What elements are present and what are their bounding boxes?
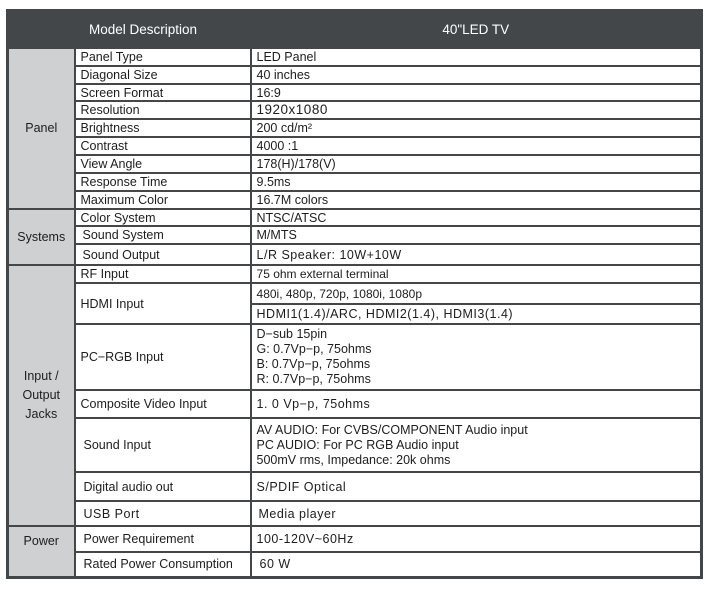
spec-value: 16.7M colors — [251, 191, 702, 209]
group-power: Power — [8, 526, 75, 577]
spec-value — [251, 324, 702, 390]
table-row — [8, 526, 702, 552]
spec-value-line: D−sub 15pin — [256, 327, 328, 341]
spec-value: 40 inches — [251, 66, 702, 84]
spec-label: RF Input — [75, 265, 251, 283]
spec-value: 100-120V~60Hz — [251, 526, 702, 552]
group-io-line: Output — [22, 388, 61, 402]
spec-value-line: G: 0.7Vp−p, 75ohms — [256, 342, 372, 356]
header-model-description: Model Description — [8, 11, 251, 49]
spec-value: 1. 0 Vp−p, 75ohms — [251, 390, 702, 418]
table-row — [8, 48, 702, 66]
spec-label: Composite Video Input — [75, 390, 251, 418]
spec-label: Digital audio out — [75, 472, 251, 501]
spec-value: Media player — [251, 501, 702, 526]
spec-label: USB Port — [75, 501, 251, 526]
spec-label: Response Time — [75, 173, 251, 191]
spec-value: LED Panel — [251, 48, 702, 66]
table-row — [8, 265, 702, 283]
spec-value: 480i, 480p, 720p, 1080i, 1080p — [251, 283, 702, 304]
table-row — [8, 209, 702, 226]
spec-value: M/MTS — [251, 226, 702, 244]
spec-label: Brightness — [75, 119, 251, 137]
table-row — [8, 501, 702, 526]
spec-value-line: PC AUDIO: For PC RGB Audio input — [256, 437, 459, 452]
spec-value: 60 W — [251, 552, 702, 577]
spec-label: Sound Input — [75, 418, 251, 472]
spec-value: 75 ohm external terminal — [251, 265, 702, 283]
spec-value — [251, 418, 702, 472]
spec-label: PC−RGB Input — [75, 324, 251, 390]
table-row — [8, 472, 702, 501]
table-row — [8, 137, 702, 155]
table-row — [8, 283, 702, 304]
spec-label: Sound System — [75, 226, 251, 244]
spec-value-line: B: 0.7Vp−p, 75ohms — [256, 357, 371, 371]
table-row — [8, 84, 702, 101]
spec-label: Resolution — [75, 101, 251, 119]
table-row — [8, 191, 702, 209]
spec-value-line: AV AUDIO: For CVBS/COMPONENT Audio input — [256, 422, 528, 437]
group-panel: Panel — [8, 48, 75, 209]
spec-label: Diagonal Size — [75, 66, 251, 84]
group-io-line: Input / — [23, 369, 59, 383]
spec-value: 200 cd/m² — [251, 119, 702, 137]
table-row — [8, 119, 702, 137]
group-io-line: Jacks — [25, 407, 58, 421]
table-row — [8, 66, 702, 84]
spec-value: 178(H)/178(V) — [251, 155, 702, 173]
table-row — [8, 552, 702, 577]
spec-label: Color System — [75, 209, 251, 226]
table-row — [8, 390, 702, 418]
spec-label: Sound Output — [75, 244, 251, 265]
spec-label: Rated Power Consumption — [75, 552, 251, 577]
spec-value: 4000 :1 — [251, 137, 702, 155]
spec-value: HDMI1(1.4)/ARC, HDMI2(1.4), HDMI3(1.4) — [251, 304, 702, 324]
table-row — [8, 418, 702, 472]
table-row — [8, 324, 702, 390]
table-row — [8, 226, 702, 244]
table-row — [8, 244, 702, 265]
spec-value: NTSC/ATSC — [251, 209, 702, 226]
spec-label: Contrast — [75, 137, 251, 155]
spec-label: Maximum Color — [75, 191, 251, 209]
spec-value-line: R: 0.7Vp−p, 75ohms — [256, 372, 371, 386]
spec-label: HDMI Input — [75, 283, 251, 324]
spec-label: Panel Type — [75, 48, 251, 66]
table-row — [8, 173, 702, 191]
spec-value: 1920x1080 — [251, 101, 702, 119]
spec-value: 9.5ms — [251, 173, 702, 191]
table-row — [8, 155, 702, 173]
header-model-name: 40"LED TV — [251, 11, 702, 49]
spec-value: 16:9 — [251, 84, 702, 101]
spec-label: Screen Format — [75, 84, 251, 101]
group-systems: Systems — [8, 209, 75, 265]
spec-value: L/R Speaker: 10W+10W — [251, 244, 702, 265]
spec-label: View Angle — [75, 155, 251, 173]
spec-value: S/PDIF Optical — [251, 472, 702, 501]
table-row — [8, 101, 702, 119]
spec-table — [6, 9, 703, 579]
header-row — [8, 11, 702, 49]
spec-label: Power Requirement — [75, 526, 251, 552]
spec-value-line: 500mV rms, Impedance: 20k ohms — [256, 452, 451, 467]
group-io — [8, 265, 75, 526]
